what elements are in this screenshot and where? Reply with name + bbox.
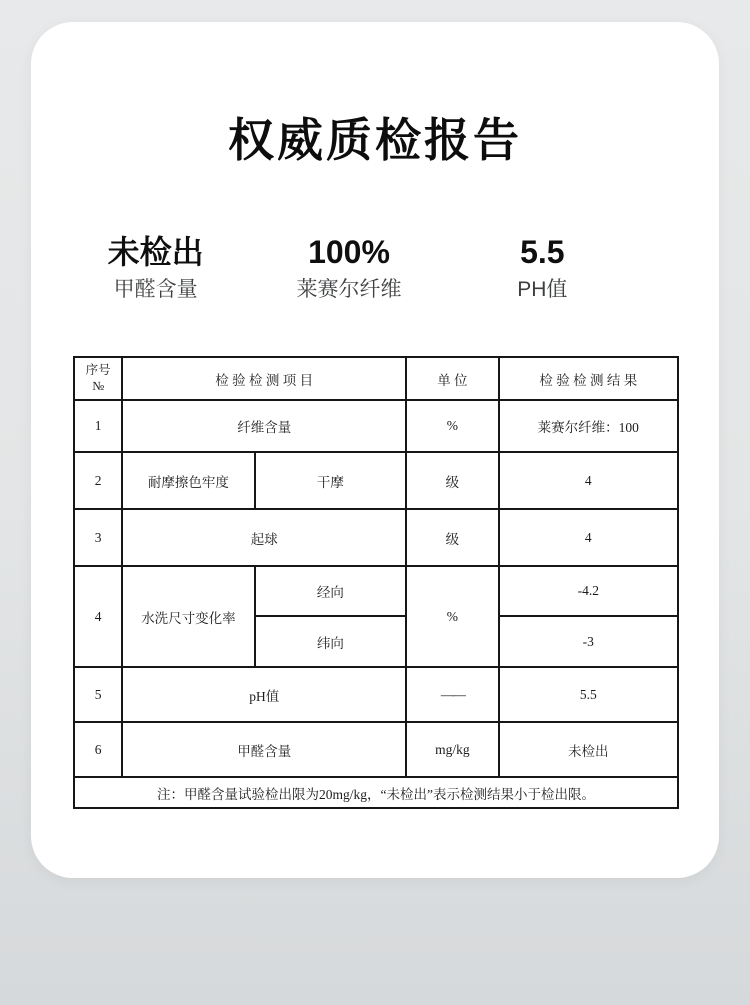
header-index-text: 序号 [85,362,111,377]
r5-no: 5 [74,667,122,722]
r2-result: 4 [499,452,678,509]
r2-no: 2 [74,452,122,509]
header-unit: 单 位 [406,357,498,400]
r3-unit: 级 [406,509,498,566]
r4-result-warp: -4.2 [499,566,678,616]
r6-item: 甲醛含量 [122,722,406,777]
table-row-4a [74,566,678,616]
stat-fiber-value: 100% [308,234,390,270]
header-item: 检 验 检 测 项 目 [122,357,406,400]
table-row-6 [74,722,678,777]
r4-item: 水洗尺寸变化率 [122,566,254,667]
r6-result: 未检出 [499,722,678,777]
r5-item: pH值 [122,667,406,722]
stat-formaldehyde-label: 甲醛含量 [113,278,198,301]
r5-unit: —— [406,667,498,722]
stat-formaldehyde-value: 未检出 [107,234,204,270]
r4-result-weft: -3 [499,616,678,667]
header-index-no: № [92,378,105,393]
stat-fiber-label: 莱赛尔纤维 [296,278,402,301]
r1-item: 纤维含量 [122,400,406,452]
r4-subitem-weft: 纬向 [255,616,407,667]
r2-subitem: 干摩 [255,452,407,509]
table-row-1 [74,400,678,452]
r6-no: 6 [74,722,122,777]
r6-unit: mg/kg [406,722,498,777]
table-note: 注：甲醛含量试验检出限为20mg/kg，“未检出”表示检测结果小于检出限。 [74,777,678,808]
header-result: 检 验 检 测 结 果 [499,357,678,400]
r1-result: 莱赛尔纤维：100 [499,400,678,452]
r4-no: 4 [74,566,122,667]
r1-no: 1 [74,400,122,452]
stat-ph-value: 5.5 [520,234,565,270]
r4-subitem-warp: 经向 [255,566,407,616]
inspection-table [73,356,679,809]
report-card [31,22,719,878]
table-row-3 [74,509,678,566]
r3-no: 3 [74,509,122,566]
header-index [74,357,122,400]
stat-formaldehyde [59,236,252,300]
stats-row [59,236,639,300]
table-row-5 [74,667,678,722]
r3-result: 4 [499,509,678,566]
r1-unit: % [406,400,498,452]
r5-result: 5.5 [499,667,678,722]
stat-fiber [252,236,445,300]
r4-unit: % [406,566,498,667]
r3-item: 起球 [122,509,406,566]
table-header-row [74,357,678,400]
stat-ph [446,236,639,300]
report-title: 权威质检报告 [228,114,522,166]
r2-unit: 级 [406,452,498,509]
r2-item: 耐摩擦色牢度 [122,452,254,509]
table-row-2 [74,452,678,509]
table-note-row [74,777,678,808]
stat-ph-label: PH值 [517,278,568,301]
